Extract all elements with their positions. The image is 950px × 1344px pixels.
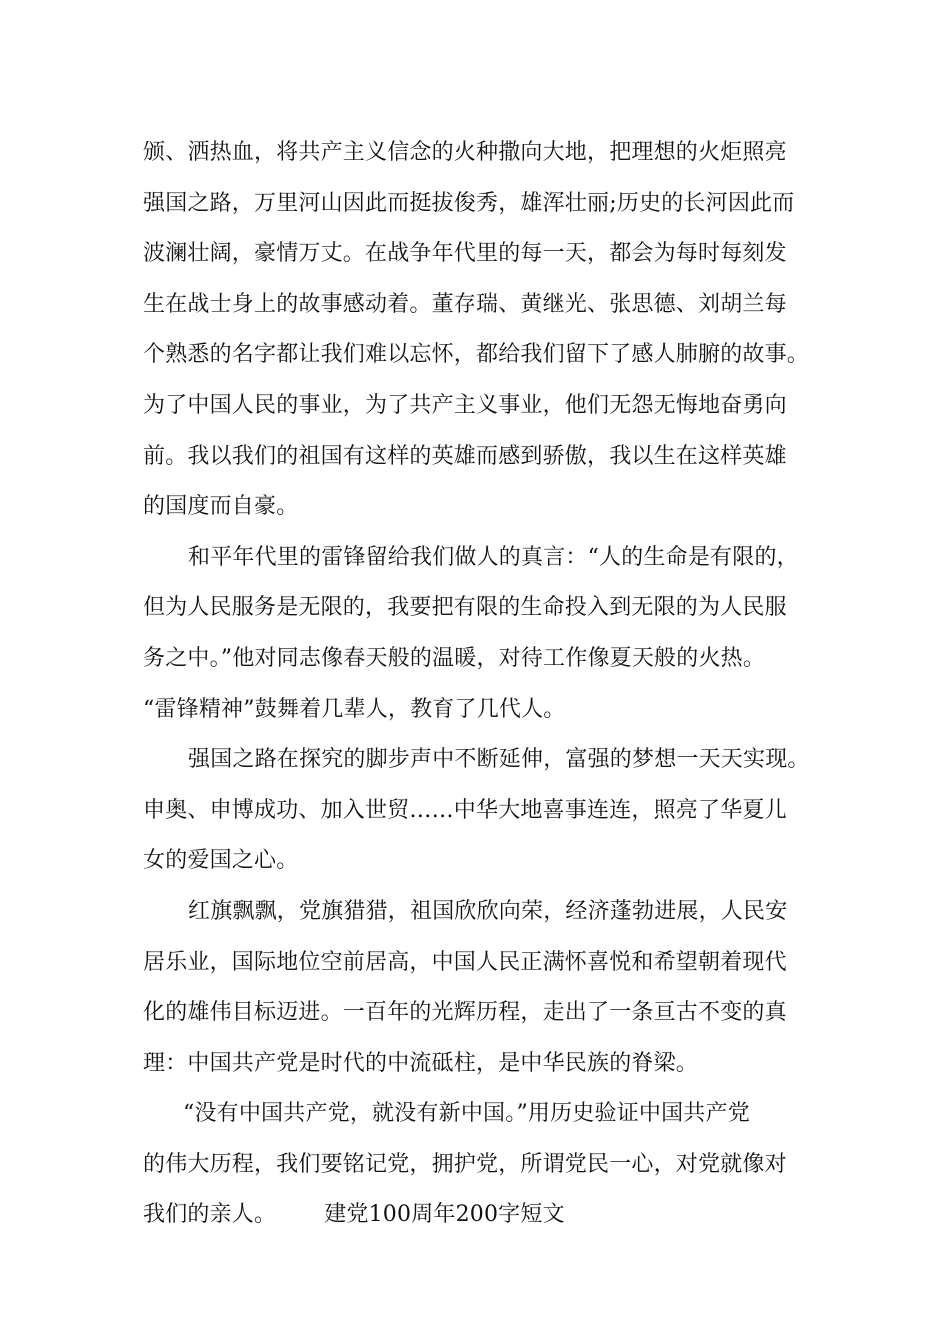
text-line: 颁、洒热血，将共产主义信念的火种撒向大地，把理想的火炬照亮 xyxy=(143,140,787,165)
text-line: 个熟悉的名字都让我们难以忘怀，都给我们留下了感人肺腑的故事。 xyxy=(143,342,810,368)
text-line: 波澜壮阔，豪情万丈。在战争年代里的每一天，都会为每时每刻发 xyxy=(143,241,787,267)
text-line: 强国之路，万里河山因此而挺拔俊秀，雄浑壮丽;历史的长河因此而 xyxy=(143,190,795,216)
text-line: 女的爱国之心。 xyxy=(143,848,299,874)
text-line: 务之中。”他对同志像春天般的温暖，对待工作像夏天般的火热。 xyxy=(143,645,766,671)
text-line: 生在战士身上的故事感动着。董存瑞、黄继光、张思德、刘胡兰每 xyxy=(143,291,787,317)
text-line-content: 我们的亲人。 xyxy=(143,1202,277,1228)
text-line: 但为人民服务是无限的，我要把有限的生命投入到无限的为人民服 xyxy=(143,595,787,621)
text-line: “雷锋精神”鼓舞着几辈人，教育了几代人。 xyxy=(143,696,566,722)
text-line: 化的雄伟目标迈进。一百年的光辉历程，走出了一条亘古不变的真 xyxy=(143,1000,787,1026)
text-line: 的国度而自豪。 xyxy=(143,494,299,520)
text-line: 居乐业，国际地位空前居高，中国人民正满怀喜悦和希望朝着现代 xyxy=(143,949,787,975)
last-text-line xyxy=(143,1190,823,1241)
paragraph-start-line: “没有中国共产党，就没有新中国。”用历史验证中国共产党 xyxy=(183,1101,750,1127)
paragraph-start-line: 和平年代里的雷锋留给我们做人的真言：“人的生命是有限的， xyxy=(188,544,799,570)
paragraph-start-line: 强国之路在探究的脚步声中不断延伸，富强的梦想一天天实现。 xyxy=(188,747,810,773)
text-line: 理：中国共产党是时代的中流砥柱，是中华民族的脊梁。 xyxy=(143,1050,699,1076)
paragraph-start-line: 红旗飘飘，党旗猎猎，祖国欣欣向荣，经济蓬勃进展，人民安 xyxy=(188,898,788,924)
document-body xyxy=(143,128,823,1241)
text-line: 申奥、申博成功、加入世贸……中华大地喜事连连，照亮了华夏儿 xyxy=(143,797,787,823)
text-line: 为了中国人民的事业，为了共产主义事业，他们无怨无悔地奋勇向 xyxy=(143,392,787,418)
text-line: 的伟大历程，我们要铭记党，拥护党，所谓党民一心，对党就像对 xyxy=(143,1151,787,1177)
text-line: 前。我以我们的祖国有这样的英雄而感到骄傲，我以生在这样英雄 xyxy=(143,443,787,469)
trailing-title: 建党100周年200字短文 xyxy=(324,1202,565,1228)
